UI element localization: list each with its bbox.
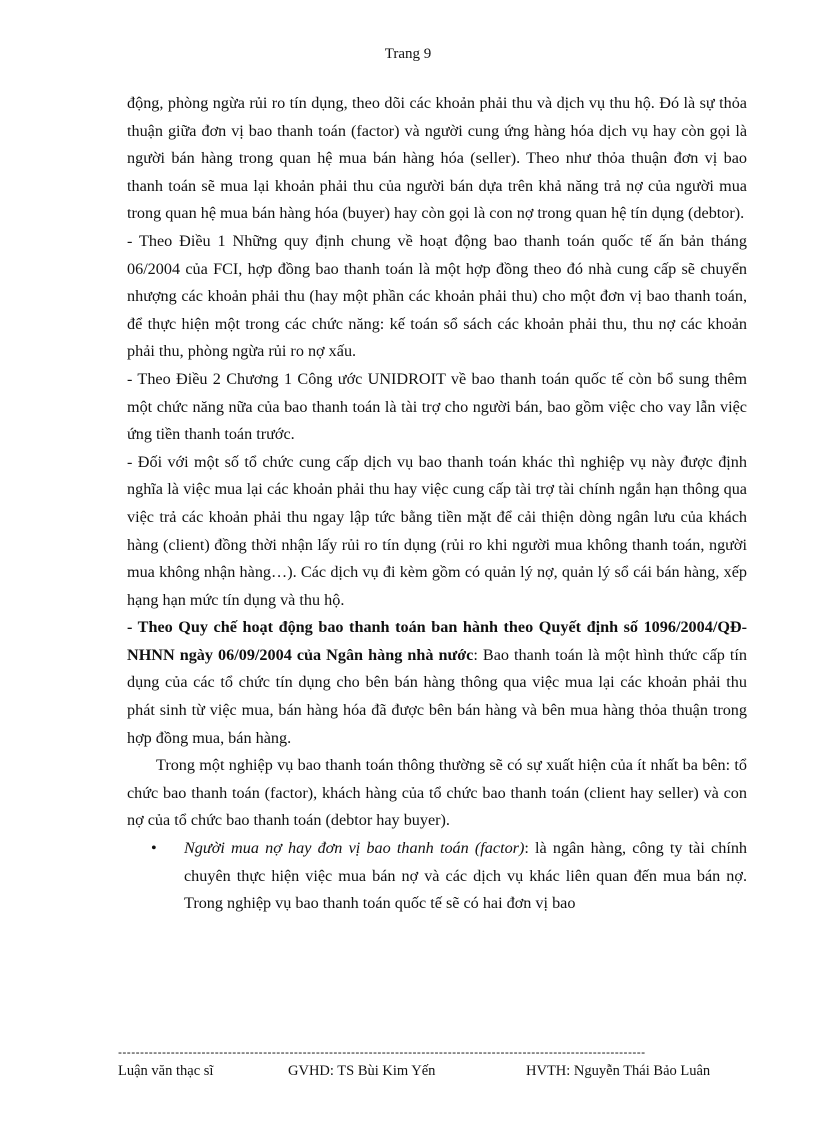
footer-thesis-type: Luận văn thạc sĩ: [118, 1063, 214, 1079]
footer-student: HVTH: Nguyễn Thái Bảo Luân: [526, 1063, 711, 1079]
paragraph: Trong một nghiệp vụ bao thanh toán thông thường sẽ có sự xuất hiện của ít nhất ba bên: tổ chức bao thanh toán (factor), khách hàng của tổ chức bao thanh toán (client hay seller) và con nợ của tổ chức bao thanh toán (debtor hay buyer).: [127, 756, 747, 830]
paragraph: - Theo Điều 2 Chương 1 Công ước UNIDROIT về bao thanh toán quốc tế còn bổ sung thêm một chức năng nữa của bao thanh toán là tài trợ cho người bán, bao gồm việc cho vay lẫn việc ứng tiền thanh toán trước.: [127, 369, 747, 444]
paragraph: - Theo Điều 1 Những quy định chung về hoạt động bao thanh toán quốc tế ấn bản tháng 06/2004 của FCI, hợp đồng bao thanh toán là một hợp đồng theo đó nhà cung cấp sẽ chuyển nhượng các khoản phải thu (hay một phần các khoản phải thu) cho một đơn vị bao thanh toán, để thực hiện một trong các chức năng: kế toán sổ sách các khoản phải thu, thu nợ các khoản phải thu, phòng ngừa rủi ro nợ xấu.: [127, 231, 747, 361]
paragraph: động, phòng ngừa rủi ro tín dụng, theo dõi các khoản phải thu và dịch vụ thu hộ. Đó là sự thỏa thuận giữa đơn vị bao thanh toán (factor) và người cung ứng hàng hóa dịch vụ hay còn gọi là người bán hàng trong quan hệ mua bán hàng hóa (seller). Theo như thỏa thuận đơn vị bao thanh toán sẽ mua lại khoản phải thu của người bán dựa trên khả năng trả nợ của người mua trong quan hệ mua bán hàng hóa (buyer) hay còn gọi là con nợ trong quan hệ tín dụng (debtor).: [127, 94, 747, 223]
paragraph: - Đối với một số tổ chức cung cấp dịch vụ bao thanh toán khác thì nghiệp vụ này được định nghĩa là việc mua lại các khoản phải thu hay việc cung cấp tài trợ tài chính ngắn hạn thông qua việc trả các khoản phải thu ngay lập tức bằng tiền mặt để cải thiện dòng ngân lưu của khách hàng (client) đồng thời nhận lấy rủi ro tín dụng (rủi ro khi người mua không thanh toán, người mua không nhận hàng…). Các dịch vụ đi kèm gồm có quản lý nợ, quản lý sổ cái bán hàng, xếp hạng hạn mức tín dụng và thu hộ.: [127, 452, 747, 609]
document-body: [127, 90, 747, 918]
bullet-term: Người mua nợ hay đơn vị bao thanh toán (factor): [184, 839, 525, 858]
bold-reference: - Theo Quy chế hoạt động bao thanh toán ban hành theo Quyết định số 1096/2004/QĐ-NHNN ngày 06/09/2004 của Ngân hàng nhà nước: [127, 618, 747, 664]
footer-supervisor: GVHD: TS Bùi Kim Yến: [288, 1063, 436, 1079]
bullet-text: : là ngân hàng, công ty tài chính chuyên thực hiện việc mua bán nợ và các dịch vụ khác liên quan đến mua bán nợ. Trong nghiệp vụ bao thanh toán quốc tế sẽ có hai đơn vị bao: [184, 839, 748, 913]
paragraph: [127, 614, 747, 752]
bullet-marker: •: [151, 839, 157, 858]
paragraph-text: : Bao thanh toán là một hình thức cấp tín dụng của các tổ chức tín dụng cho bên bán hàng thông qua việc mua lại các khoản phải thu phát sinh từ việc mua, bán hàng hóa đã được bên bán hàng và bên mua hàng thỏa thuận trong hợp đồng mua, bán hàng.: [127, 645, 747, 747]
page-number: Trang 9: [384, 46, 432, 62]
footer-divider: ------------------------------------------------------------------------------------------------------------------------: [118, 1045, 646, 1059]
bullet-item: [127, 835, 747, 918]
